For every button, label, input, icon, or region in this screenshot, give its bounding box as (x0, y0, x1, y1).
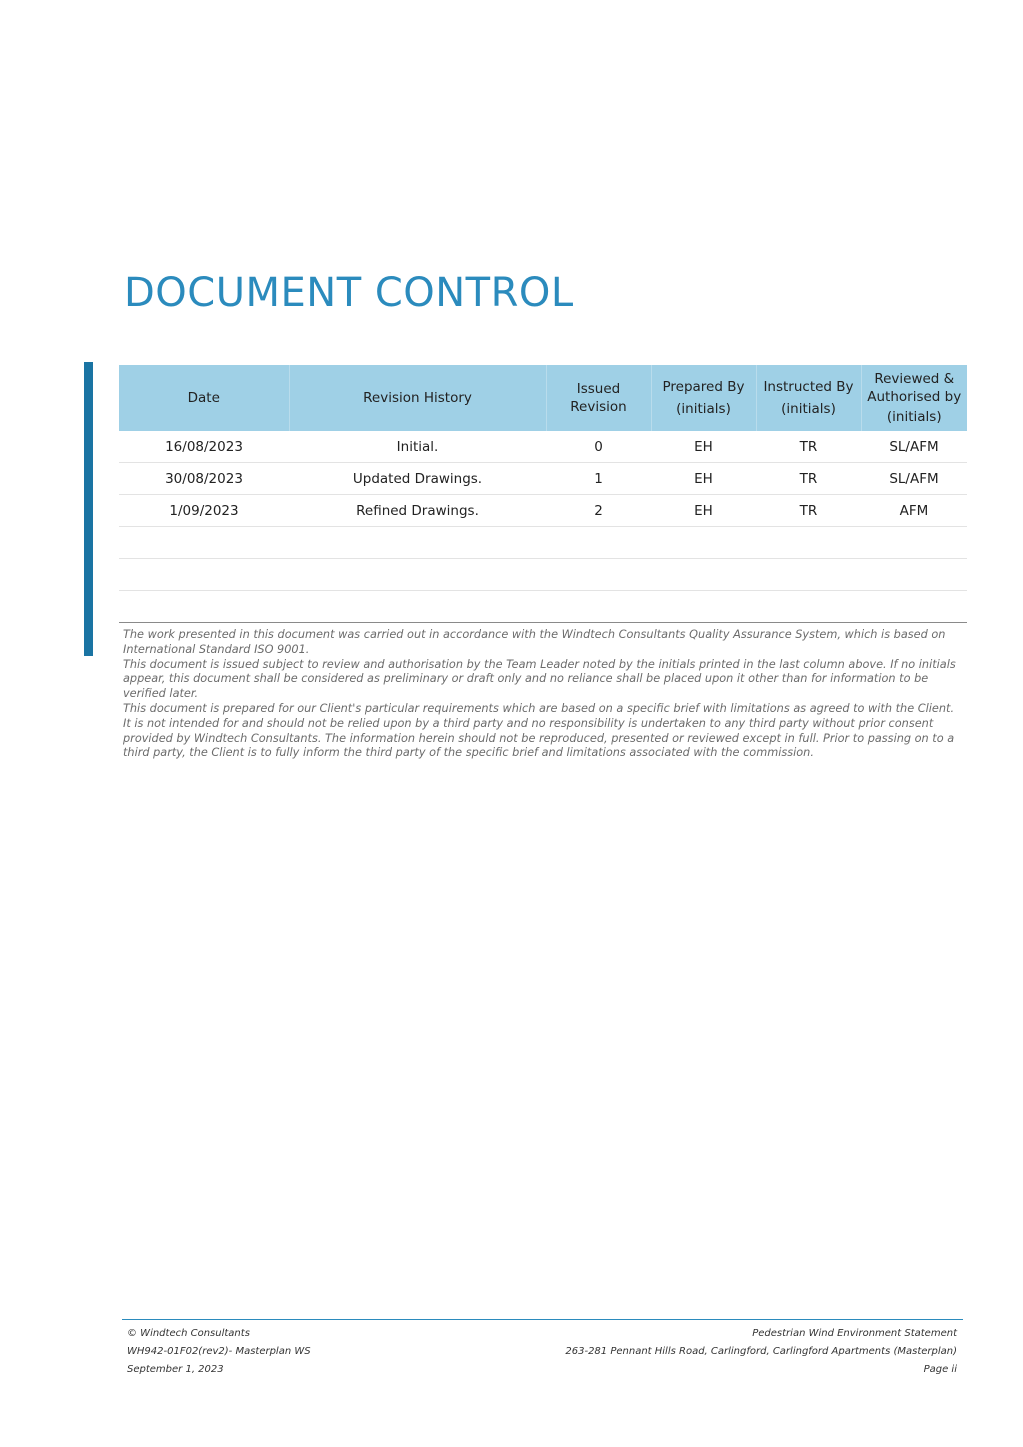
footer-copyright: © Windtech Consultants (127, 1328, 250, 1339)
header-reviewed-label: Reviewed & Authorised by (867, 371, 962, 405)
accent-bar (84, 362, 93, 656)
cell-revision: 1 (546, 463, 651, 495)
header-prepared-initials: (initials) (676, 401, 731, 417)
header-revision-history: Revision History (289, 365, 546, 431)
cell-prepared: EH (651, 495, 756, 527)
page-title: DOCUMENT CONTROL (124, 270, 574, 316)
cell-reviewed: AFM (861, 495, 967, 527)
header-prepared-by (651, 365, 756, 431)
cell-history: Refined Drawings. (289, 495, 546, 527)
header-instructed-initials: (initials) (781, 401, 836, 417)
cell-history: Initial. (289, 431, 546, 463)
empty-table-row (119, 559, 967, 591)
cell-revision: 2 (546, 495, 651, 527)
footer-divider (122, 1319, 963, 1320)
footer-left (127, 1325, 311, 1379)
disclaimer-review: This document is issued subject to review and authorisation by the Team Leader noted by the initials printed in the last column above. If no initials appear, this document shall be considered as preliminary or draft only and no reliance shall be placed upon it other than for information to be verified later. (123, 657, 956, 701)
header-prepared-label: Prepared By (662, 379, 745, 395)
table-header-row (119, 365, 967, 431)
disclaimer (123, 628, 963, 761)
cell-instructed: TR (756, 431, 861, 463)
cell-date: 1/09/2023 (119, 495, 289, 527)
footer-page-number: Page ii (923, 1364, 957, 1375)
header-instructed-label: Instructed By (763, 379, 854, 395)
cell-instructed: TR (756, 495, 861, 527)
footer-address: 263-281 Pennant Hills Road, Carlingford, Carlingford Apartments (Masterplan) (565, 1346, 957, 1357)
empty-table-row (119, 591, 967, 623)
footer-date: September 1, 2023 (127, 1364, 224, 1375)
footer-report-title: Pedestrian Wind Environment Statement (752, 1328, 957, 1339)
empty-table-row (119, 527, 967, 559)
cell-date: 16/08/2023 (119, 431, 289, 463)
disclaimer-quality: The work presented in this document was carried out in accordance with the Windtech Consultants Quality Assurance System, which is based on International Standard ISO 9001. (123, 628, 946, 656)
header-date: Date (119, 365, 289, 431)
table-row (119, 431, 967, 463)
cell-reviewed: SL/AFM (861, 431, 967, 463)
header-instructed-by (756, 365, 861, 431)
footer-doc-ref: WH942-01F02(rev2)- Masterplan WS (127, 1346, 311, 1357)
revision-table (119, 365, 967, 623)
table-row (119, 495, 967, 527)
header-reviewed-by (861, 365, 967, 431)
cell-prepared: EH (651, 463, 756, 495)
cell-revision: 0 (546, 431, 651, 463)
footer-right (565, 1325, 957, 1379)
cell-history: Updated Drawings. (289, 463, 546, 495)
cell-date: 30/08/2023 (119, 463, 289, 495)
cell-instructed: TR (756, 463, 861, 495)
header-issued-revision: Issued Revision (546, 365, 651, 431)
cell-prepared: EH (651, 431, 756, 463)
disclaimer-client: This document is prepared for our Client's particular requirements which are based on a specific brief with limitations as agreed to with the Client. It is not intended for and should not be relied upon by a third party and no responsibility is undertaken to any third party without prior consent provided by Windtech Consultants. The information herein should not be reproduced, presented or reviewed except in full. Prior to passing on to a third party, the Client is to fully inform the third party of the specific brief and limitations associated with the commission. (123, 701, 955, 760)
cell-reviewed: SL/AFM (861, 463, 967, 495)
header-reviewed-initials: (initials) (886, 409, 942, 425)
table-row (119, 463, 967, 495)
